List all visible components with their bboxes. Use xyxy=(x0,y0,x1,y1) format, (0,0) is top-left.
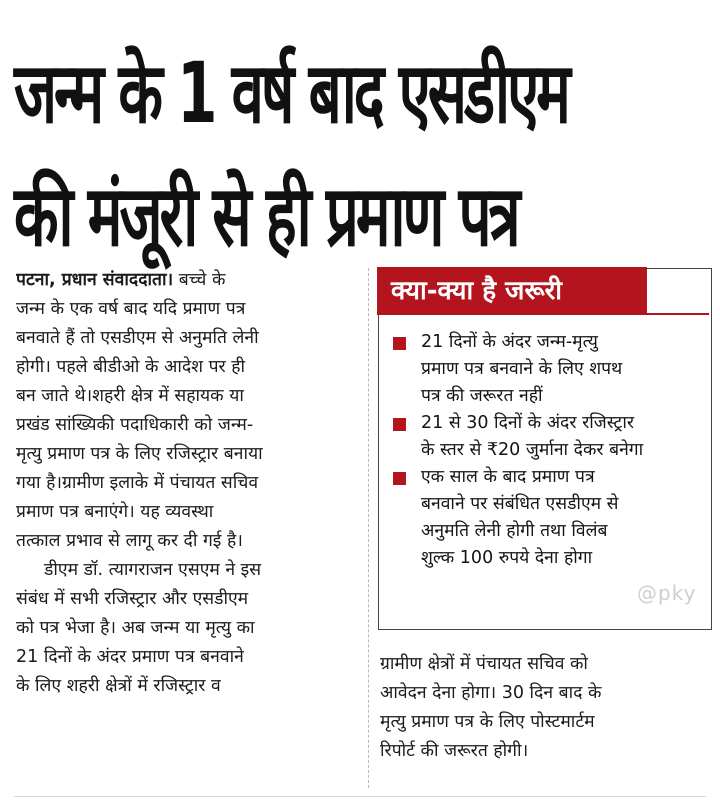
article-line: होगी। पहले बीडीओ के आदेश पर ही xyxy=(16,357,246,377)
article-line: गया है।ग्रामीण इलाके में पंचायत सचिव xyxy=(16,473,259,493)
info-box xyxy=(378,268,712,630)
list-item xyxy=(391,410,707,464)
dateline: पटना, प्रधान संवाददाता। xyxy=(16,270,174,290)
headline-line-2: की मंजूरी से ही प्रमाण पत्र xyxy=(14,166,518,266)
article-line: संबंध में सभी रजिस्ट्रार और एसडीएम xyxy=(16,589,249,609)
article-line: बनवाते हैं तो एसडीएम से अनुमति लेनी xyxy=(16,328,259,348)
article-text: बच्चे के xyxy=(173,270,226,290)
article-line: ग्रामीण क्षेत्रों में पंचायत सचिव को xyxy=(380,654,588,674)
column-divider xyxy=(368,268,369,788)
info-box-title-rule xyxy=(647,267,709,315)
list-item-line: प्रमाण पत्र बनवाने के लिए शपथ xyxy=(421,359,623,379)
list-item-line: 21 से 30 दिनों के अंदर रजिस्ट्रार xyxy=(421,413,635,433)
watermark: @pky xyxy=(637,581,697,605)
list-item-line: के स्तर से ₹20 जुर्माना देकर बनेगा xyxy=(421,440,644,460)
article-line: प्रखंड सांख्यिकी पदाधिकारी को जन्म- xyxy=(16,415,254,435)
list-item xyxy=(391,464,707,572)
article-line: को पत्र भेजा है। अब जन्म या मृत्यु का xyxy=(16,618,255,638)
list-item-line: अनुमति लेनी होगी तथा विलंब xyxy=(421,521,608,541)
list-item-line: 21 दिनों के अंदर जन्म-मृत्यु xyxy=(421,332,598,352)
article-line: के लिए शहरी क्षेत्रों में रजिस्ट्रार व xyxy=(16,676,221,696)
list-item-line: शुल्क 100 रुपये देना होगा xyxy=(421,548,593,568)
article-line xyxy=(16,266,364,295)
square-bullet-icon xyxy=(393,418,406,431)
article-left-column xyxy=(16,266,364,701)
square-bullet-icon xyxy=(393,472,406,485)
list-item-line: पत्र की जरूरत नहीं xyxy=(421,386,543,406)
square-bullet-icon xyxy=(393,337,406,350)
article-line: 21 दिनों के अंदर प्रमाण पत्र बनवाने xyxy=(16,647,244,667)
list-item-line: एक साल के बाद प्रमाण पत्र xyxy=(421,467,595,487)
article-line: रिपोर्ट की जरूरत होगी। xyxy=(380,741,529,761)
article-line: डीएम डॉ. त्यागराजन एसएम ने इस xyxy=(44,560,262,580)
info-box-title: क्या-क्या है जरूरी xyxy=(377,267,647,315)
article-line: प्रमाण पत्र बनाएंगे। यह व्यवस्था xyxy=(16,502,214,522)
article-line: तत्काल प्रभाव से लागू कर दी गई है। xyxy=(16,531,243,551)
list-item-line: बनवाने पर संबंधित एसडीएम से xyxy=(421,494,619,514)
article-line: जन्म के एक वर्ष बाद यदि प्रमाण पत्र xyxy=(16,299,246,319)
article-line: मृत्यु प्रमाण पत्र के लिए पोस्टमार्टम xyxy=(380,712,595,732)
list-item xyxy=(391,329,707,410)
article-line: आवेदन देना होगा। 30 दिन बाद के xyxy=(380,683,602,703)
headline-line-1: जन्म के 1 वर्ष बाद एसडीएम xyxy=(14,43,568,143)
info-box-list xyxy=(391,329,707,572)
bottom-divider xyxy=(14,796,706,797)
article-line: मृत्यु प्रमाण पत्र के लिए रजिस्ट्रार बनाया xyxy=(16,444,263,464)
article-right-column xyxy=(380,650,714,766)
article-line: बन जाते थे।शहरी क्षेत्र में सहायक या xyxy=(16,386,244,406)
